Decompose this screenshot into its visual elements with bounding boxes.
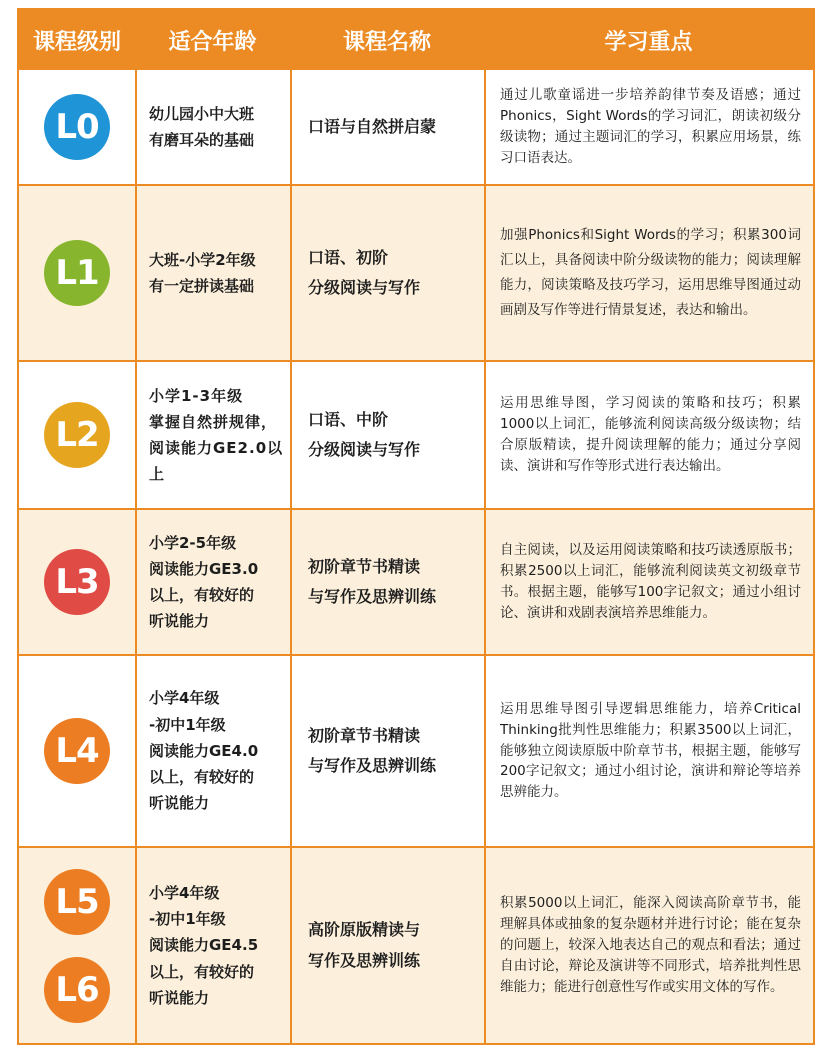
focus-cell (484, 362, 813, 508)
age-cell (135, 362, 290, 508)
age-text: 小学2-5年级 阅读能力GE3.0 以上，有较好的 听说能力 (149, 533, 259, 631)
header-focus: 学习重点 (604, 29, 693, 55)
age-cell (135, 186, 290, 360)
level-badge-l3: L3 (44, 549, 110, 615)
header-course: 课程名称 (342, 29, 431, 55)
course-name: 初阶章节书精读 与写作及思辨训练 (308, 556, 437, 606)
course-name: 口语、初阶 分级阅读与写作 (308, 247, 421, 297)
focus-text: 加强Phonics和Sight Words的学习；积累300词汇以上，具备阅读中阶分级读物的能力；阅读理解能力，阅读策略及技巧学习，运用思维导图通过动画剧及写作等进行情景复述，表达和输出。 (500, 227, 801, 318)
course-name: 高阶原版精读与 写作及思辨训练 (308, 920, 421, 970)
table-row-l5-l6 (19, 846, 813, 1043)
focus-cell (484, 848, 813, 1043)
header-level: 课程级别 (32, 29, 121, 55)
table-header (19, 10, 813, 70)
age-text: 小学4年级 -初中1年级 阅读能力GE4.0 以上，有较好的 听说能力 (149, 689, 259, 813)
focus-cell (484, 70, 813, 184)
course-name: 初阶章节书精读 与写作及思辨训练 (308, 725, 437, 775)
level-cell (19, 362, 135, 508)
focus-cell (484, 186, 813, 360)
course-level-table (17, 8, 815, 1045)
level-badge-l2: L2 (44, 402, 110, 468)
age-text: 小学4年级 -初中1年级 阅读能力GE4.5 以上，有较好的 听说能力 (149, 883, 259, 1007)
age-cell (135, 510, 290, 654)
focus-text: 运用思维导图，学习阅读的策略和技巧；积累1000以上词汇，能够流利阅读高级分级读物；结合原版精读，提升阅读理解的能力；通过分享阅读、演讲和写作等形式进行表达输出。 (500, 395, 801, 474)
focus-text: 自主阅读，以及运用阅读策略和技巧读透原版书；积累2500以上词汇，能够流利阅读英文初级章节书。根据主题，能够写100字记叙文；通过小组讨论、演讲和戏剧表演培养思维能力。 (500, 542, 801, 621)
focus-cell (484, 510, 813, 654)
level-badge-l1: L1 (44, 240, 110, 306)
table-row-l3 (19, 508, 813, 654)
age-cell (135, 70, 290, 184)
level-badge-l0: L0 (44, 94, 110, 160)
course-name: 口语与自然拼启蒙 (308, 116, 437, 136)
course-cell (290, 186, 484, 360)
table-row-l2 (19, 360, 813, 508)
level-cell (19, 656, 135, 846)
focus-cell (484, 656, 813, 846)
level-cell (19, 510, 135, 654)
table-row-l1 (19, 184, 813, 360)
age-text: 大班-小学2年级 有一定拼读基础 (149, 250, 256, 295)
course-cell (290, 70, 484, 184)
level-cell (19, 848, 135, 1043)
age-text: 小学1-3年级 掌握自然拼规律，阅读能力GE2.0以上 (149, 386, 284, 484)
course-cell (290, 848, 484, 1043)
age-cell (135, 848, 290, 1043)
course-cell (290, 510, 484, 654)
course-name: 口语、中阶 分级阅读与写作 (308, 409, 421, 459)
level-badge-l6: L6 (44, 957, 110, 1023)
course-cell (290, 362, 484, 508)
focus-text: 积累5000以上词汇，能深入阅读高阶章节书，能理解具体或抽象的复杂题材并进行讨论；能在复杂的问题上，较深入地表达自己的观点和看法；通过自由讨论，辩论及演讲等不同形式，培养批判性思维能力；能进行创意性写作或实用文体的写作。 (500, 895, 801, 995)
table-row-l4 (19, 654, 813, 846)
header-age: 适合年龄 (168, 29, 257, 55)
focus-text: 通过儿歌童谣进一步培养韵律节奏及语感；通过Phonics，Sight Words的学习词汇，朗读初级分级读物；通过主题词汇的学习，积累应用场景，练习口语表达。 (500, 87, 801, 166)
level-cell (19, 70, 135, 184)
level-badge-l4: L4 (44, 718, 110, 784)
focus-text: 运用思维导图引导逻辑思维能力，培养Critical Thinking批判性思维能力；积累3500以上词汇，能够独立阅读原版中阶章节书，根据主题，能够写200字记叙文；通过小组讨论，演讲和辩论等培养思辨能力。 (500, 700, 801, 801)
course-cell (290, 656, 484, 846)
level-badge-l5: L5 (44, 869, 110, 935)
level-cell (19, 186, 135, 360)
table-row-l0 (19, 70, 813, 184)
age-cell (135, 656, 290, 846)
age-text: 幼儿园小中大班 有磨耳朵的基础 (149, 104, 255, 149)
